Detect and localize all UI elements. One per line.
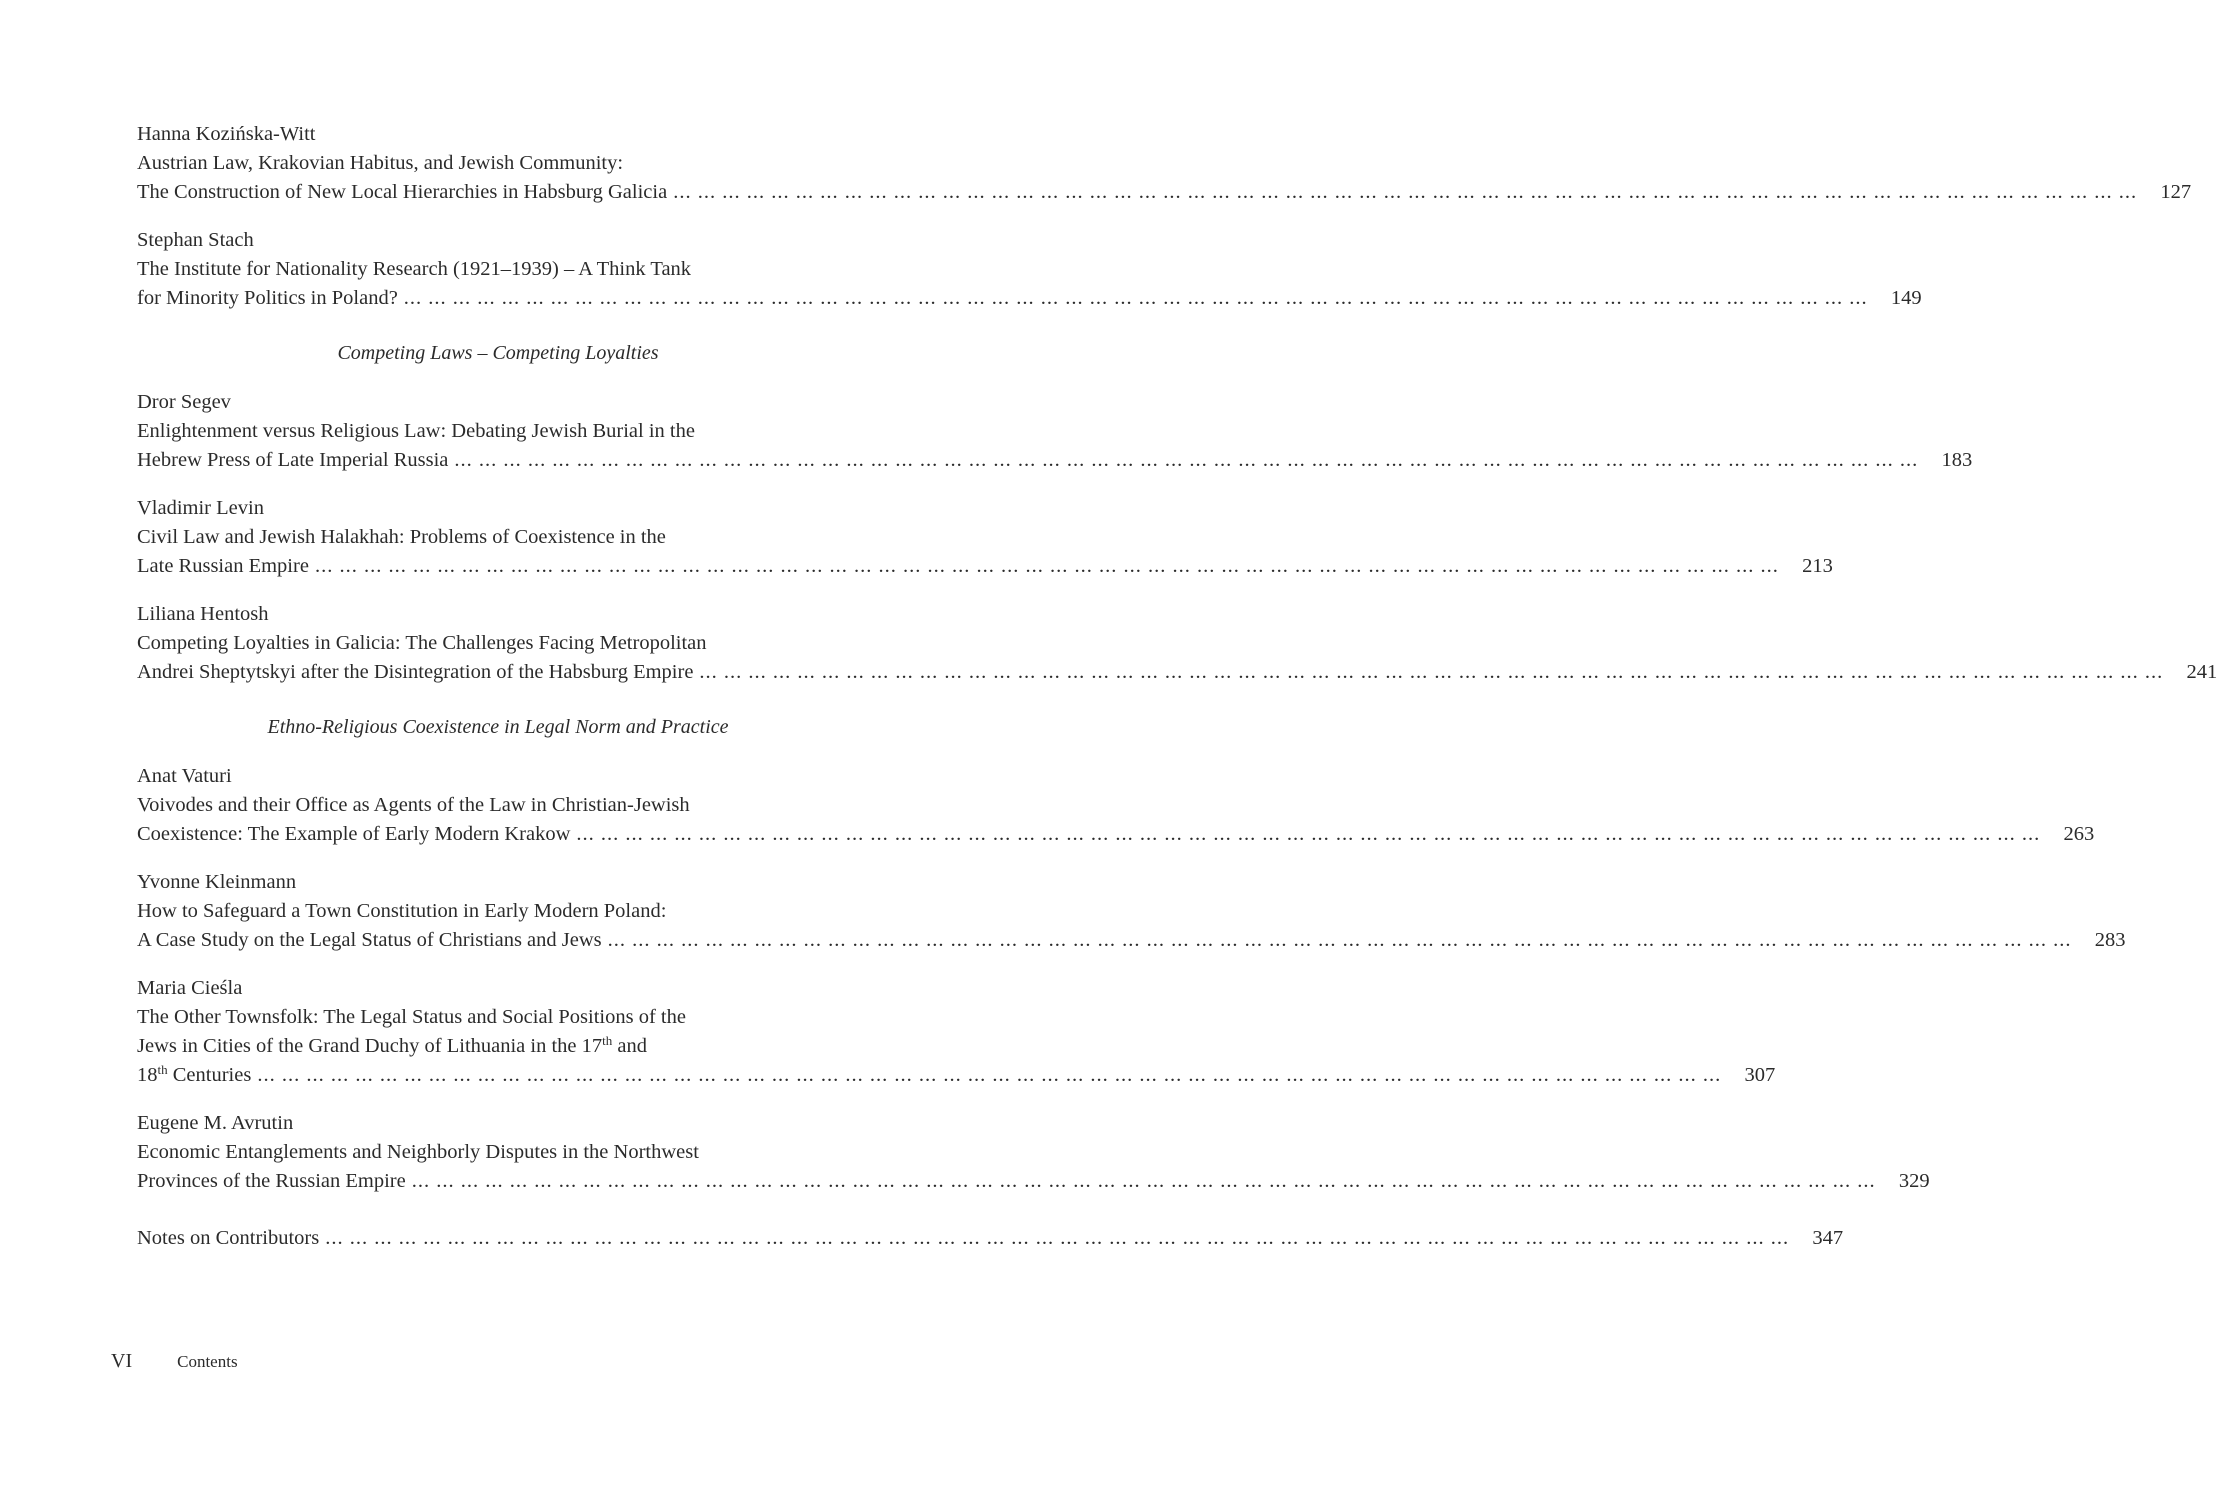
title-fragment: 18: [137, 1064, 158, 1086]
toc-entry-title-end: The Construction of New Local Hierarchies in Habsburg Galicia: [137, 181, 668, 203]
toc-entry-last-line: [137, 284, 1922, 313]
toc-entry-last-line: [137, 1224, 1844, 1253]
toc-entry-author: Yvonne Kleinmann: [137, 871, 297, 893]
toc-entry-title-end: Andrei Sheptytskyi after the Disintegration of the Habsburg Empire: [137, 661, 694, 683]
ordinal-suffix: th: [602, 1033, 613, 1048]
toc-entry-page-number: 307: [1744, 1064, 1776, 1086]
toc-entry-page-number: 183: [1941, 449, 1973, 471]
toc-entry-title-end: for Minority Politics in Poland?: [137, 287, 398, 309]
dot-leader: ... ... ... ... ... ... ... ... ... ... ... ... ... ... ... ... ... ... ... ... ... ... ... ... ... ... ... ... ... ... ... ... ... ... ... ... ... ... ... ... ... ... ... ... ... ... ... ... ... ... ... ... ... ... ... ... ... ... ... ...: [411, 1170, 1876, 1192]
toc-entry[interactable]: [137, 494, 1833, 581]
toc-entry-author: Dror Segev: [137, 391, 231, 413]
toc-entry[interactable]: [137, 762, 2095, 849]
title-fragment: Centuries: [167, 1064, 252, 1086]
toc-entry-last-line: [137, 1167, 1930, 1196]
toc-entry-last-line: [137, 1061, 1776, 1090]
toc-entry-last-line: [137, 926, 2126, 955]
dot-leader: ... ... ... ... ... ... ... ... ... ... ... ... ... ... ... ... ... ... ... ... ... ... ... ... ... ... ... ... ... ... ... ... ... ... ... ... ... ... ... ... ... ... ... ... ... ... ... ... ... ... ... ... ... ... ... ... ... ... ... ...: [576, 823, 2041, 845]
toc-entry-title-end: Hebrew Press of Late Imperial Russia: [137, 449, 449, 471]
toc-entry-notes-on-contributors[interactable]: [137, 1224, 1844, 1253]
toc-entry-title-line: [137, 1032, 859, 1061]
page-number: VI: [111, 1350, 133, 1372]
dot-leader: ... ... ... ... ... ... ... ... ... ... ... ... ... ... ... ... ... ... ... ... ... ... ... ... ... ... ... ... ... ... ... ... ... ... ... ... ... ... ... ... ... ... ... ... ... ... ... ... ... ... ... ... ... ... ... ... ... ... ... ...: [325, 1227, 1790, 1249]
dot-leader: ... ... ... ... ... ... ... ... ... ... ... ... ... ... ... ... ... ... ... ... ... ... ... ... ... ... ... ... ... ... ... ... ... ... ... ... ... ... ... ... ... ... ... ... ... ... ... ... ... ... ... ... ... ... ... ... ... ... ... ...: [673, 181, 2138, 203]
toc-entry-title-end: Notes on Contributors: [137, 1227, 320, 1249]
toc-entry-title-line: Competing Loyalties in Galicia: The Challenges Facing Metropolitan: [137, 632, 707, 654]
toc-entry-author: Eugene M. Avrutin: [137, 1112, 294, 1134]
section-heading-ethno-religious: Ethno-Religious Coexistence in Legal Norm and Practice: [267, 716, 729, 738]
dot-leader: ... ... ... ... ... ... ... ... ... ... ... ... ... ... ... ... ... ... ... ... ... ... ... ... ... ... ... ... ... ... ... ... ... ... ... ... ... ... ... ... ... ... ... ... ... ... ... ... ... ... ... ... ... ... ... ... ... ... ... ...: [403, 287, 1868, 309]
section-heading-competing-laws: Competing Laws – Competing Loyalties: [337, 342, 659, 364]
toc-entry-last-line: [137, 552, 1833, 581]
toc-entry-title-line: The Other Townsfolk: The Legal Status and Social Positions of the: [137, 1006, 686, 1028]
toc-entry-last-line: [137, 820, 2095, 849]
ordinal-suffix: th: [157, 1062, 168, 1077]
toc-entry-avrutin[interactable]: [137, 1109, 1930, 1196]
toc-entry-title-line: Voivodes and their Office as Agents of the Law in Christian-Jewish: [137, 794, 690, 816]
toc-entry[interactable]: [137, 600, 2217, 687]
toc-entry[interactable]: [137, 120, 2192, 207]
toc-entry[interactable]: [137, 388, 1973, 475]
toc-entry-title-end: Provinces of the Russian Empire: [137, 1170, 406, 1192]
title-fragment: Jews in Cities of the Grand Duchy of Lithuania in the 17: [137, 1035, 603, 1057]
toc-entry-title-end: [137, 1061, 251, 1090]
toc-entry-author: Stephan Stach: [137, 229, 254, 251]
toc-entry-title-line: Civil Law and Jewish Halakhah: Problems of Coexistence in the: [137, 526, 666, 548]
toc-entry-title-line: Economic Entanglements and Neighborly Disputes in the Northwest: [137, 1141, 699, 1163]
title-fragment: and: [612, 1035, 648, 1057]
dot-leader: ... ... ... ... ... ... ... ... ... ... ... ... ... ... ... ... ... ... ... ... ... ... ... ... ... ... ... ... ... ... ... ... ... ... ... ... ... ... ... ... ... ... ... ... ... ... ... ... ... ... ... ... ... ... ... ... ... ... ... ...: [314, 555, 1779, 577]
table-of-contents: [137, 120, 2217, 1272]
toc-entry-title-end: A Case Study on the Legal Status of Christians and Jews: [137, 929, 602, 951]
toc-entry-page-number: 149: [1890, 287, 1922, 309]
toc-entry-author: Anat Vaturi: [137, 765, 232, 787]
toc-entry-page-number: 283: [2094, 929, 2126, 951]
toc-entry-last-line: [137, 446, 1973, 475]
toc-entry-page-number: 213: [1802, 555, 1833, 577]
toc-group-competing: [137, 388, 2217, 687]
toc-entry-title-line: How to Safeguard a Town Constitution in Early Modern Poland:: [137, 900, 667, 922]
toc-entry-page-number: 241: [2186, 661, 2217, 683]
toc-group-ethno: [137, 762, 2126, 955]
page-footer: [111, 1350, 238, 1373]
toc-entry-title-end: Coexistence: The Example of Early Modern Krakow: [137, 823, 571, 845]
dot-leader: ... ... ... ... ... ... ... ... ... ... ... ... ... ... ... ... ... ... ... ... ... ... ... ... ... ... ... ... ... ... ... ... ... ... ... ... ... ... ... ... ... ... ... ... ... ... ... ... ... ... ... ... ... ... ... ... ... ... ... ...: [257, 1064, 1722, 1086]
toc-entry-page-number: 263: [2063, 823, 2095, 845]
running-head: Contents: [177, 1352, 238, 1371]
toc-group-top: [137, 120, 2192, 313]
toc-entry-title-line: Enlightenment versus Religious Law: Debating Jewish Burial in the: [137, 420, 695, 442]
toc-entry-page-number: 329: [1898, 1170, 1930, 1192]
toc-entry-author: Hanna Kozińska-Witt: [137, 123, 316, 145]
toc-entry-page-number: 127: [2160, 181, 2192, 203]
toc-entry-title-line: The Institute for Nationality Research (1921–1939) – A Think Tank: [137, 258, 692, 280]
toc-entry-author: Vladimir Levin: [137, 497, 264, 519]
toc-entry-last-line: [137, 178, 2192, 207]
toc-entry-ciesla[interactable]: [137, 974, 1776, 1090]
toc-entry-author: Maria Cieśla: [137, 977, 243, 999]
toc-entry-page-number: 347: [1812, 1227, 1844, 1249]
toc-entry-title-line: Austrian Law, Krakovian Habitus, and Jewish Community:: [137, 152, 624, 174]
toc-entry[interactable]: [137, 868, 2126, 955]
toc-entry-title-end: Late Russian Empire: [137, 555, 309, 577]
dot-leader: ... ... ... ... ... ... ... ... ... ... ... ... ... ... ... ... ... ... ... ... ... ... ... ... ... ... ... ... ... ... ... ... ... ... ... ... ... ... ... ... ... ... ... ... ... ... ... ... ... ... ... ... ... ... ... ... ... ... ... ...: [454, 449, 1919, 471]
toc-entry[interactable]: [137, 226, 1922, 313]
dot-leader: ... ... ... ... ... ... ... ... ... ... ... ... ... ... ... ... ... ... ... ... ... ... ... ... ... ... ... ... ... ... ... ... ... ... ... ... ... ... ... ... ... ... ... ... ... ... ... ... ... ... ... ... ... ... ... ... ... ... ... ...: [699, 661, 2164, 683]
toc-entry-author: Liliana Hentosh: [137, 603, 269, 625]
dot-leader: ... ... ... ... ... ... ... ... ... ... ... ... ... ... ... ... ... ... ... ... ... ... ... ... ... ... ... ... ... ... ... ... ... ... ... ... ... ... ... ... ... ... ... ... ... ... ... ... ... ... ... ... ... ... ... ... ... ... ... ...: [607, 929, 2072, 951]
toc-entry-last-line: [137, 658, 2217, 687]
